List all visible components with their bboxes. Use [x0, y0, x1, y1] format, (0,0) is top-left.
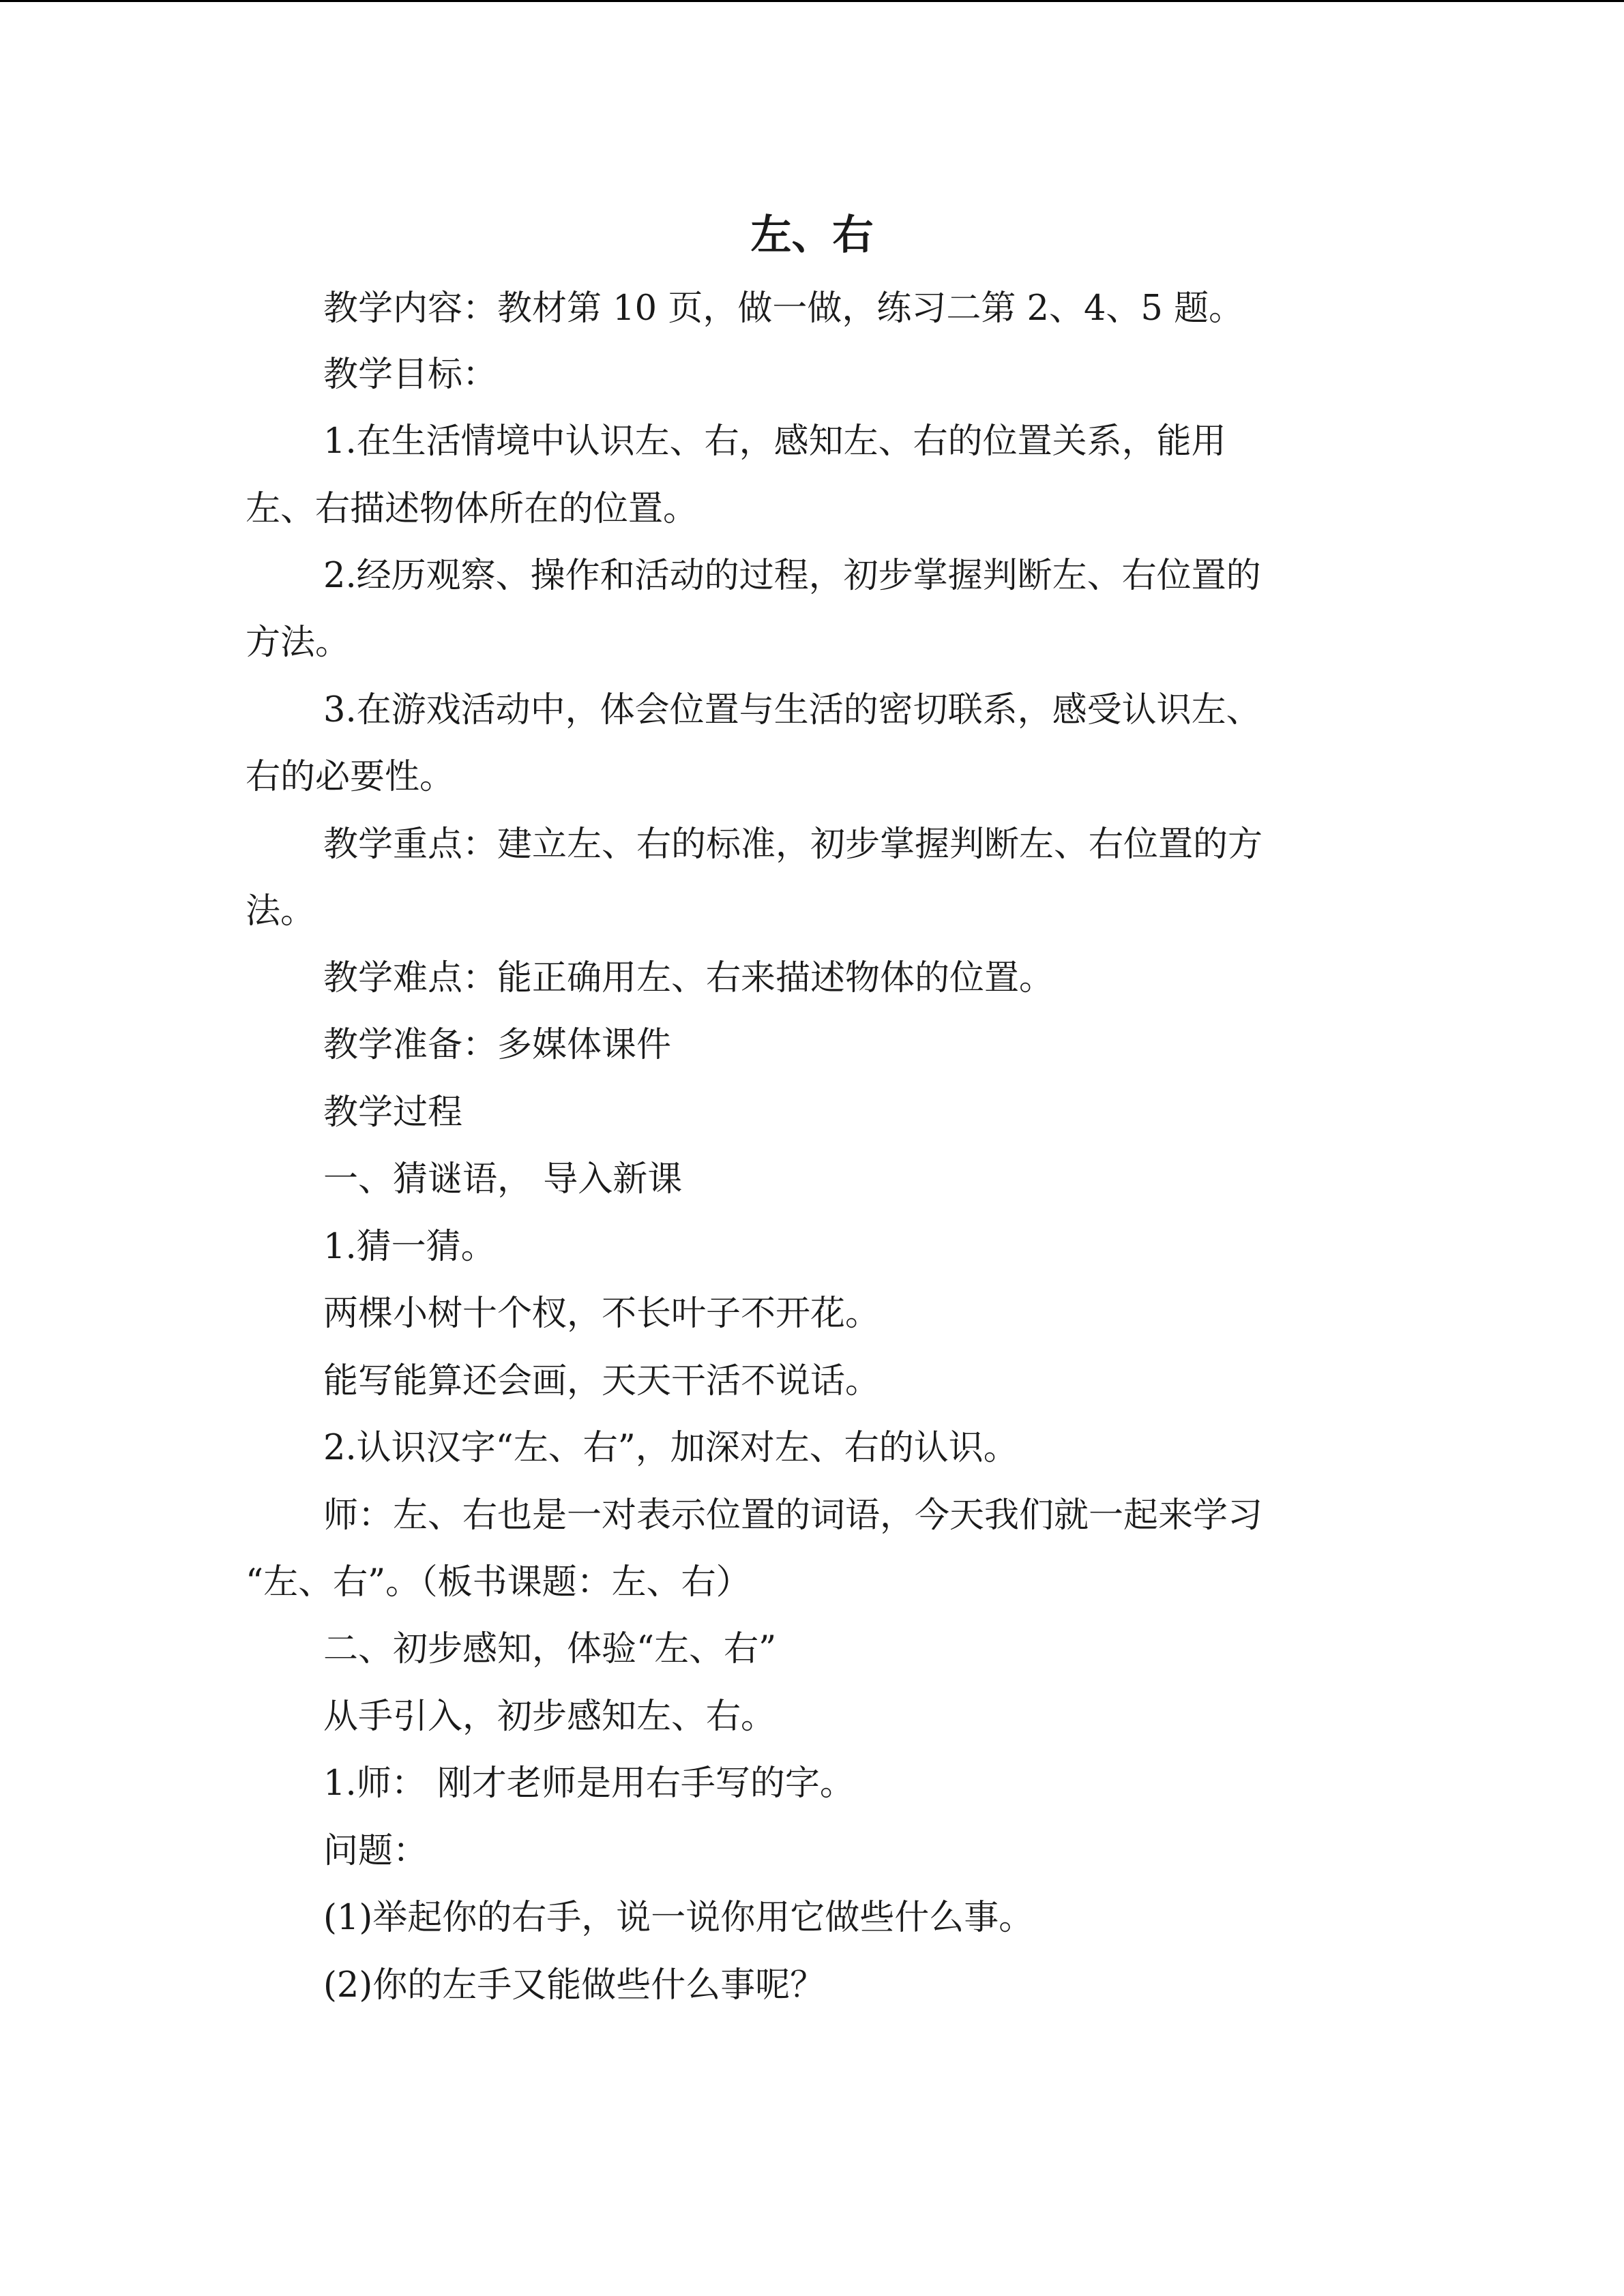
difficulties: 教学难点：能正确用左、右来描述物体的位置。 — [323, 958, 1054, 998]
hands-intro: 从手引入，初步感知左、右。 — [323, 1697, 776, 1737]
teacher-line-2: “左、右”。（板书课题：左、右） — [246, 1562, 751, 1602]
question-1: (1)举起你的右手，说一说你用它做些什么事。 — [323, 1898, 1034, 1938]
question-2: (2)你的左手又能做些什么事呢？ — [323, 1965, 825, 2006]
teaching-content: 教学内容：教材第 10 页，做一做，练习二第 2、4、5 题。 — [323, 288, 1244, 329]
objective-2-line-1: 2.经历观察、操作和活动的过程，初步掌握判断左、右位置的 — [323, 556, 1261, 596]
objective-3-line-1: 3.在游戏活动中，体会位置与生活的密切联系，感受认识左、 — [323, 690, 1261, 730]
riddle-line-1: 两棵小树十个杈，不长叶子不开花。 — [323, 1294, 881, 1334]
teacher-right-hand: 1.师： 刚才老师是用右手写的字。 — [323, 1763, 855, 1804]
process-heading: 教学过程 — [323, 1092, 463, 1133]
riddle-line-2: 能写能算还会画，天天干活不说话。 — [323, 1361, 881, 1401]
objective-1-line-2: 左、右描述物体所在的位置。 — [246, 489, 698, 529]
key-points-line-1: 教学重点：建立左、右的标准，初步掌握判断左、右位置的方 — [323, 824, 1263, 865]
top-border — [0, 0, 1624, 2]
step-recognize: 2.认识汉字“左、右”，加深对左、右的认识。 — [323, 1428, 1018, 1468]
key-points-line-2: 法。 — [246, 891, 316, 931]
objective-1-line-1: 1.在生活情境中认识左、右，感知左、右的位置关系，能用 — [323, 421, 1226, 462]
teacher-line-1: 师：左、右也是一对表示位置的词语，今天我们就一起来学习 — [323, 1495, 1263, 1536]
objective-2-line-2: 方法。 — [246, 623, 351, 663]
section-2-heading: 二、初步感知，体验“左、右” — [323, 1629, 777, 1669]
objective-3-line-2: 右的必要性。 — [246, 757, 455, 797]
section-1-heading: 一、猜谜语， 导入新课 — [323, 1159, 683, 1199]
step-guess: 1.猜一猜。 — [323, 1227, 496, 1267]
questions-heading: 问题： — [323, 1831, 428, 1871]
objectives-heading: 教学目标： — [323, 355, 498, 395]
preparation: 教学准备：多媒体课件 — [323, 1025, 672, 1065]
lesson-title: 左、右 — [750, 211, 874, 259]
